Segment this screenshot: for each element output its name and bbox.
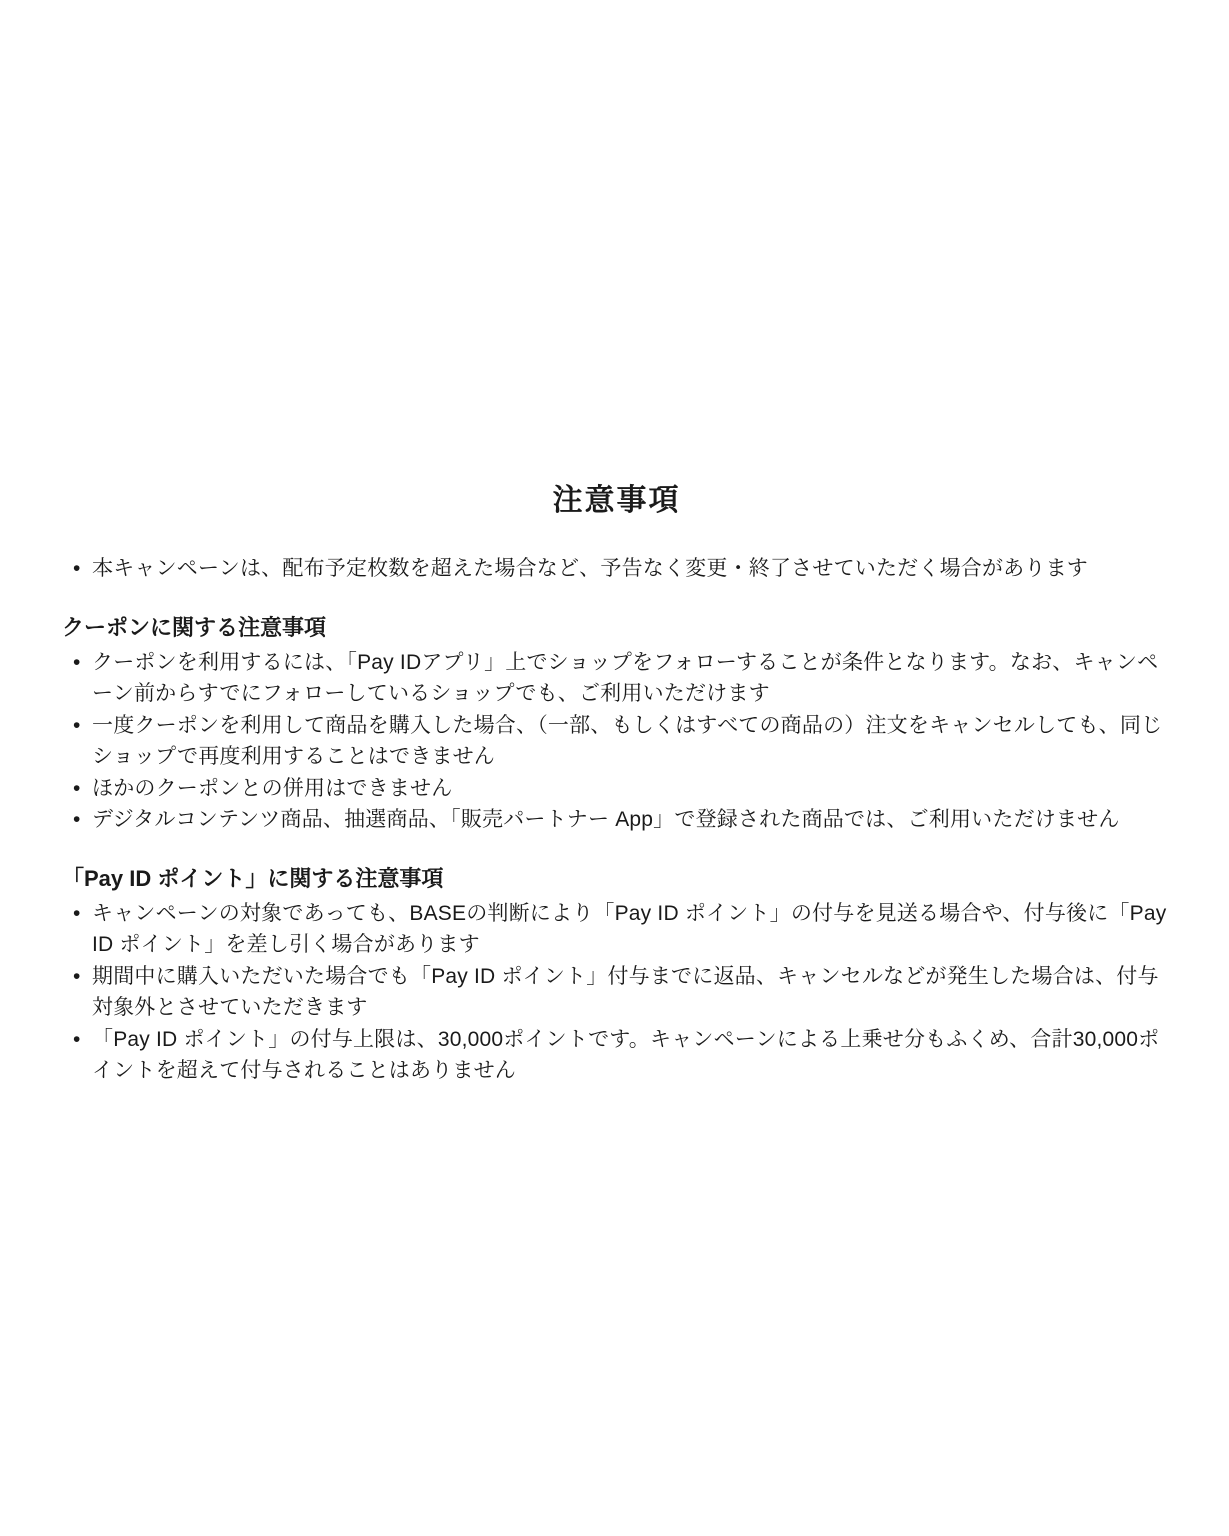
list-item: • キャンペーンの対象であっても、BASEの判断により「Pay ID ポイント」の付与を見送る場合や、付与後に「Pay ID ポイント」を差し引く場合があります bbox=[62, 898, 1171, 961]
page-title: 注意事項 bbox=[552, 484, 681, 517]
general-notes-list bbox=[62, 553, 1171, 585]
list-item: • 一度クーポンを利用して商品を購入した場合、（一部、もしくはすべての商品の）注文をキャンセルしても、同じショップで再度利用することはできません bbox=[62, 710, 1171, 773]
coupon-notes-list bbox=[62, 647, 1171, 836]
payid-points-notes-list bbox=[62, 898, 1171, 1087]
section-heading-payid-points: 「Pay ID ポイント」に関する注意事項 bbox=[62, 865, 444, 891]
list-item: • 本キャンペーンは、配布予定枚数を超えた場合など、予告なく変更・終了させていただく場合があります bbox=[62, 553, 1171, 585]
list-item: • ほかのクーポンとの併用はできません bbox=[62, 773, 1171, 805]
list-item: • 期間中に購入いただいた場合でも「Pay ID ポイント」付与までに返品、キャンセルなどが発生した場合は、付与対象外とさせていただきます bbox=[62, 961, 1171, 1024]
list-item: • 「Pay ID ポイント」の付与上限は、30,000ポイントです。キャンペーンによる上乗せ分もふくめ、合計30,000ポイントを超えて付与されることはありません bbox=[62, 1024, 1171, 1087]
list-item: • デジタルコンテンツ商品、抽選商品、「販売パートナー App」で登録された商品では、ご利用いただけません bbox=[62, 804, 1171, 836]
section-heading-coupon: クーポンに関する注意事項 bbox=[62, 614, 327, 640]
list-item: • クーポンを利用するには、「Pay IDアプリ」上でショップをフォローすることが条件となります。なお、キャンペーン前からすでにフォローしているショップでも、ご利用いただけます bbox=[62, 647, 1171, 710]
